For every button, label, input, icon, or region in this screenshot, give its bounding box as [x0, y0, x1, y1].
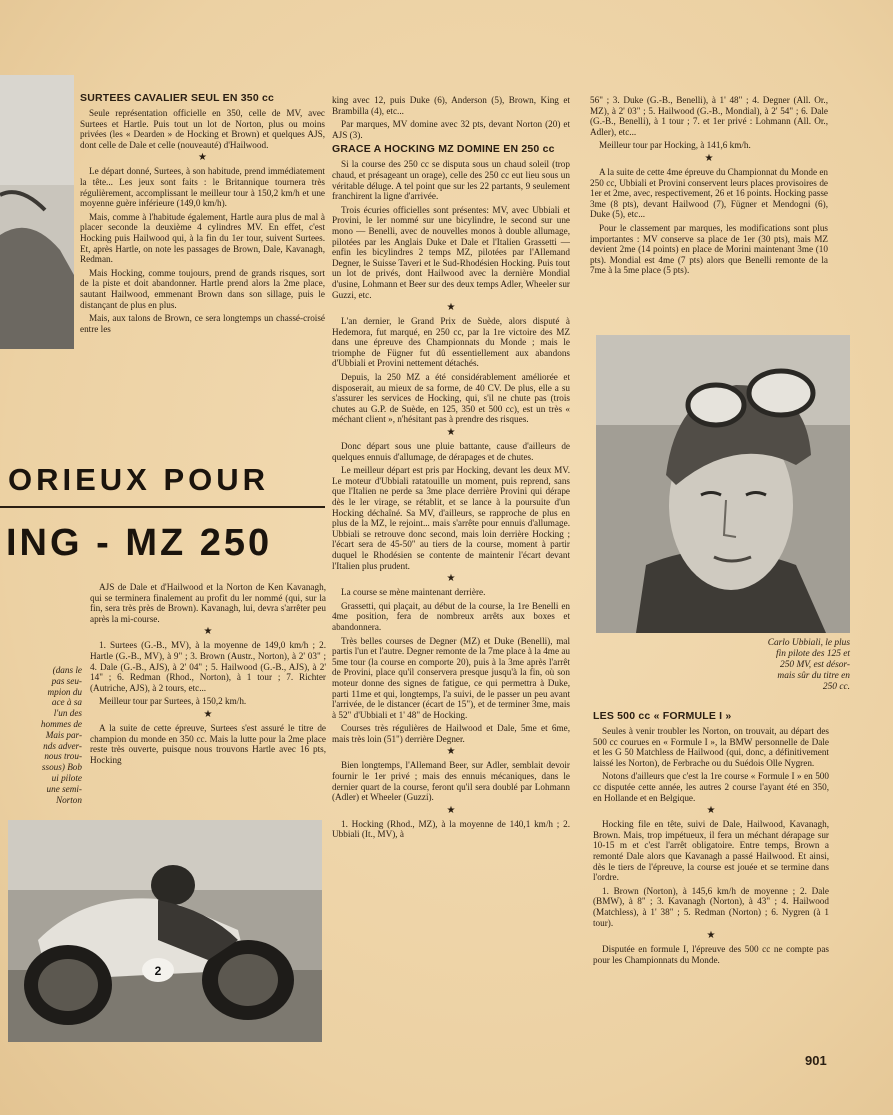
- paragraph: Hocking file en tête, suivi de Dale, Hailwood, Kavanagh, Brown. Mais, trop impétueux, il fera un méchant dérapage sur 10-15 m et c'est l'arrêt obligatoire. Entre temps, Brown a remonté Dale alors que Kavanagh a passé Hailwood. Et ainsi, dès le tiers de l'épreuve, la course est jouée et se termine dans l'ordre.: [593, 819, 829, 883]
- star-separator: ★: [706, 805, 716, 817]
- caption-line: fin pilote des 125 et: [776, 649, 850, 659]
- paragraph: A la suite de cette épreuve, Surtees s'est assuré le titre de champion du monde en 350 cc. Mais la lutte pour la 2me place reste très ouverte, puisque nous trouvons Hartle avec 16 pts, Hocking: [90, 722, 326, 765]
- paragraph: La course se mène maintenant derrière.: [341, 587, 486, 598]
- star-separator: ★: [446, 573, 456, 585]
- paragraph: Grassetti, qui plaçait, au début de la course, la 1re Benelli en 4me position, fera de nombreux arrêts aux boxes et abandonnera.: [332, 600, 570, 632]
- star-separator: ★: [446, 302, 456, 314]
- paragraph: Notons d'ailleurs que c'est la 1re course « Formule I » en 500 cc disputée cette année, les autres 2 course l'ayant été en 350, en Hollande et en Belgique.: [593, 771, 829, 803]
- star-separator: ★: [203, 708, 213, 720]
- star-separator: ★: [198, 152, 207, 164]
- paragraph: Mais Hocking, comme toujours, prend de grands risques, sort de la piste et doit abandonner. Hartle prend alors la 2me place, sautant Hailwood, emmenant Brown dans son sillage, puis le distançant de plus en plus.: [80, 267, 325, 310]
- heading-350cc: SURTEES CAVALIER SEUL EN 350 cc: [80, 92, 275, 104]
- heading-500cc: LES 500 cc « FORMULE I »: [593, 710, 732, 722]
- column-3-bottom: [593, 708, 829, 1038]
- caption-line: mais sûr du titre en: [777, 671, 850, 681]
- paragraph: Bien longtemps, l'Allemand Beer, sur Adler, semblait devoir fournir le 1er privé ; mais des ennuis mécaniques, dans le dernier quart de la course, feront qu'il sera doublé par Lohmann (Adler) et Wheeler (Guzzi).: [332, 760, 570, 803]
- paragraph: Seule représentation officielle en 350, celle de MV, avec Surtees et Hartle. Puis tout un lot de Norton, plus ou moins privées (les « Dearden » de Hocking et Brown) et quelques AJS, dont celle de Dale et celle (nouveauté) d'Hailwood.: [80, 108, 325, 150]
- side-caption-line: nds adver-: [43, 740, 82, 751]
- column-2: [332, 95, 570, 1045]
- star-separator: ★: [203, 626, 213, 638]
- star-separator: ★: [706, 930, 716, 942]
- side-caption-line: ui pilote: [51, 772, 82, 783]
- photo-rider-racing: [8, 820, 322, 1042]
- side-caption-line: ssous) Bob: [41, 762, 82, 773]
- side-caption-line: pas seu-: [51, 675, 82, 686]
- paragraph: Seules à venir troubler les Norton, on trouvait, au départ des 500 cc courues en « Formule I », la BMW personnelle de Dale et les G 50 Matchless de Hailwood (qui, donc, a définitivement laissé les Norton), de Ferbrache ou du Suédois Olle Nygren.: [593, 726, 829, 768]
- caption-line: 250 MV, est désor-: [780, 660, 850, 670]
- results-paragraph: 1. Hocking (Rhod., MZ), à la moyenne de 140,1 km/h ; 2. Ubbiali (It., MV), à: [332, 818, 570, 840]
- svg-text:2: 2: [154, 964, 162, 978]
- side-caption: [0, 665, 82, 805]
- star-separator: ★: [446, 804, 456, 816]
- caption-line: 250 cc.: [822, 682, 850, 692]
- column-3-top: [590, 95, 828, 335]
- headline-rule: [0, 506, 325, 508]
- side-caption-line: nous trou-: [44, 751, 82, 762]
- paragraph: Mais, comme à l'habitude également, Hartle aura plus de mal à placer seconde la deuxième 4 cylindres MV. En effet, c'est Hocking puis Hailwood qui, à la fin du 1er tour, suivent Surtees. Et, après Hartle, on note les passages de Brown, Dale, Kavanagh, Redman.: [80, 211, 325, 265]
- side-caption-line: l'un des: [53, 708, 82, 719]
- paragraph: Mais, aux talons de Brown, ce sera longtemps un chassé-croisé entre les: [80, 313, 325, 334]
- paragraph: Courses très régulières de Hailwood et Dale, 5me et 6me, mais très loin (51") derrière Degner.: [332, 723, 570, 744]
- star-separator: ★: [704, 152, 714, 164]
- paragraph: 56" ; 3. Duke (G.-B., Benelli), à 1' 48" ; 4. Degner (All. Or., MZ), à 2' 03" ; 5. Hailwood (G.-B., Mondial), à 2' 54" ; 6. Dale (G.-B., Benelli), à 1 tour ; 7. et 1er privé : Lohmann (All. Or., Adler), etc...: [590, 95, 828, 137]
- column-1-bottom: [90, 582, 326, 802]
- paragraph: Meilleur tour par Hocking, à 141,6 km/h.: [599, 140, 751, 151]
- results-paragraph: 1. Brown (Norton), à 145,6 km/h de moyenne ; 2. Dale (BMW), à 8" ; 3. Kavanagh (Norton), à 43" ; 4. Hailwood (Matchless), à 1' 38" ; 5. Redman (Norton) ; 6. Nygren (à 1 tour).: [593, 885, 829, 928]
- star-separator: ★: [446, 746, 456, 758]
- motorcycle-top-illustration: [0, 75, 74, 349]
- paragraph: L'an dernier, le Grand Prix de Suède, alors disputé à Hedemora, fut marqué, en 250 cc, par la 1re victoire des MZ dans une épreuve des Championnats du Monde ; mais le triomphe de Fügner fut dû essentiellement aux abandons d'Ubbiali et Provini nettement détachés.: [332, 316, 570, 369]
- side-caption-line: ace à sa: [51, 697, 82, 708]
- paragraph: Si la course des 250 cc se disputa sous un chaud soleil (trop chaud, et présageant un orage), celle des 250 cc eut lieu sous un véritable déluge. A tel point que sur les 22 partants, 9 seulement franchirent la ligne d'arrivée.: [332, 159, 570, 202]
- paragraph: Pour le classement par marques, les modifications sont plus importantes : MV conserve sa place de 1er (30 pts), mais MZ devient 2me (14 points) en place de Morini maintenant 3me (10 pts). Mondial est 4me (7 pts) alors que Benelli remonte de la 7me à la 5me place (5 pts).: [590, 222, 828, 276]
- headline-line-1: ORIEUX POUR: [8, 462, 270, 497]
- heading-250cc: GRACE A HOCKING MZ DOMINE EN 250 cc: [332, 143, 555, 156]
- photo-motorcycle-top: [0, 75, 74, 349]
- paragraph: king avec 12, puis Duke (6), Anderson (5), Brown, King et Brambilla (4), etc...: [332, 95, 570, 116]
- paragraph: A la suite de cette 4me épreuve du Championnat du Monde en 250 cc, Ubbiali et Provini conservent leurs places provisoires de 1er et 2me, avec, respectivement, 26 et 16 points. Hocking passe 3me (8 pts), devant Hailwood (7), Fügner et Mendogni (6), Duke (5), etc...: [590, 166, 828, 220]
- paragraph: Donc départ sous une pluie battante, cause d'ailleurs de quelques ennuis d'allumage, de dérapages et de chutes.: [332, 441, 570, 462]
- side-caption-line: hommes de: [40, 718, 82, 729]
- paragraph: Le meilleur départ est pris par Hocking, devant les deux MV. Le moteur d'Ubbiali ratatouille un moment, puis reprend, sans que l'Italien ne perde sa 3me place derrière Provini qui dérape dès le ler virage, se rétablit, et se lance à la poursuite d'un Hocking déchaîné. Sa MV, d'ailleurs, se rapproche de plus en plus de la MZ, le rejoint... mais s'arrête pour ennuis d'allumage. Ubbiali se retrouve donc second, mais loin derrière Hocking ; l'écart sera de 45-50" au tiers de la course, moment à partir duquel le Rhodésien se contente de maintenir l'écart devant l'Italien plus prudent.: [332, 465, 570, 571]
- paragraph: Très belles courses de Degner (MZ) et Duke (Benelli), mal partis l'un et l'autre. Degner remonte de la 7me place à la 4me au 5me tour (la course en comporte 20), puis à la 3me après l'arrêt de Provini, place qu'il conservera presque jusqu'à la fin, où son moteur donne des signes de fatigue, ce qui permettra à Duke, parti 11me et qui, longtemps, l'a suivi, de le passer un peu avant l'arrivée, de le distancer (écart de 15"), et de terminer 3me, mais à 52" d'Ubbiali et 1' 48" de Hocking.: [332, 635, 570, 720]
- side-caption-line: Mais par-: [45, 729, 82, 740]
- column-1-top: [80, 90, 325, 400]
- side-caption-line: une semi-: [46, 783, 82, 794]
- paragraph: Depuis, la 250 MZ a été considérablement améliorée et disposerait, au mieux de sa forme, de 40 CV. De plus, elle a su s'assurer les services de Hocking, qui, s'il ne chute pas (trois chutes au G.P. de Suède, en 125, 350 et 500 cc), est un très « méchant client », n'hésitant pas à prendre des risques.: [332, 372, 570, 425]
- photo-carlo-ubbiali: [596, 335, 850, 633]
- side-caption-line: Norton: [55, 794, 82, 805]
- paragraph: Le départ donné, Surtees, à son habitude, prend immédiatement la tête... Les jeux sont faits : le Britannique tournera très régulièrement, accomplissant le meilleur tour à 150,2 km/h et une moyenne guère inférieure (149,0 km/h).: [80, 166, 325, 209]
- side-caption-line: (dans le: [52, 665, 82, 675]
- page-number: 901: [805, 1053, 827, 1068]
- rider-illustration: [8, 820, 322, 1042]
- star-separator: ★: [446, 427, 456, 439]
- results-paragraph: 1. Surtees (G.-B., MV), à la moyenne de 149,0 km/h ; 2. Hartle (G.-B., MV), à 9" ; 3. Brown (Austr., Norton), à 2' 03" ; 4. Dale (G.-B., AJS), à 2' 04" ; 5. Hailwood (G.-B., AJS), à 2' 14" ; 6. Redman (Rhod., Norton), à 1 tour ; 7. Richter (Autriche, AJS), à 2 tours, etc...: [90, 640, 326, 693]
- paragraph: Par marques, MV domine avec 32 pts, devant Norton (20) et AJS (3).: [332, 119, 570, 140]
- paragraph: AJS de Dale et d'Hailwood et la Norton de Ken Kavanagh, qui se terminera finalement au profit du ler nommé (qui, sur la fin, sera très près de Brown). Kavanagh, lui, devra s'arrêter peu après la mi-course.: [90, 582, 326, 624]
- paragraph: Meilleur tour par Surtees, à 150,2 km/h.: [99, 696, 247, 707]
- paragraph: Disputée en formule I, l'épreuve des 500 cc ne compte pas pour les Championnats du Monde.: [593, 944, 829, 965]
- side-caption-line: mpion du: [47, 686, 82, 697]
- photo-caption: [620, 638, 850, 693]
- portrait-illustration: [596, 335, 850, 633]
- paragraph: Trois écuries officielles sont présentes: MV, avec Ubbiali et Provini, le ler nommé sur une bicylindre, le second sur une mono — Benelli, avec de nouvelles monos à double allumage, pilotées par les Anglais Duke et Dale et l'Italien Grassetti — enfin les bicylindres 2 temps MZ, pilotées par l'Allemand Degner, le Suisse Taveri et le Sud-Rhodésien Hocking. Puis tout un lot de privés, dont Hailwood avec la dernière Mondial d'usine, Lohmann et Beer sur des deux temps Adler, Wheeler sur Guzzi, etc.: [332, 204, 570, 300]
- caption-line: Carlo Ubbiali, le plus: [767, 638, 850, 648]
- headline-line-2: ING - MZ 250: [6, 522, 273, 564]
